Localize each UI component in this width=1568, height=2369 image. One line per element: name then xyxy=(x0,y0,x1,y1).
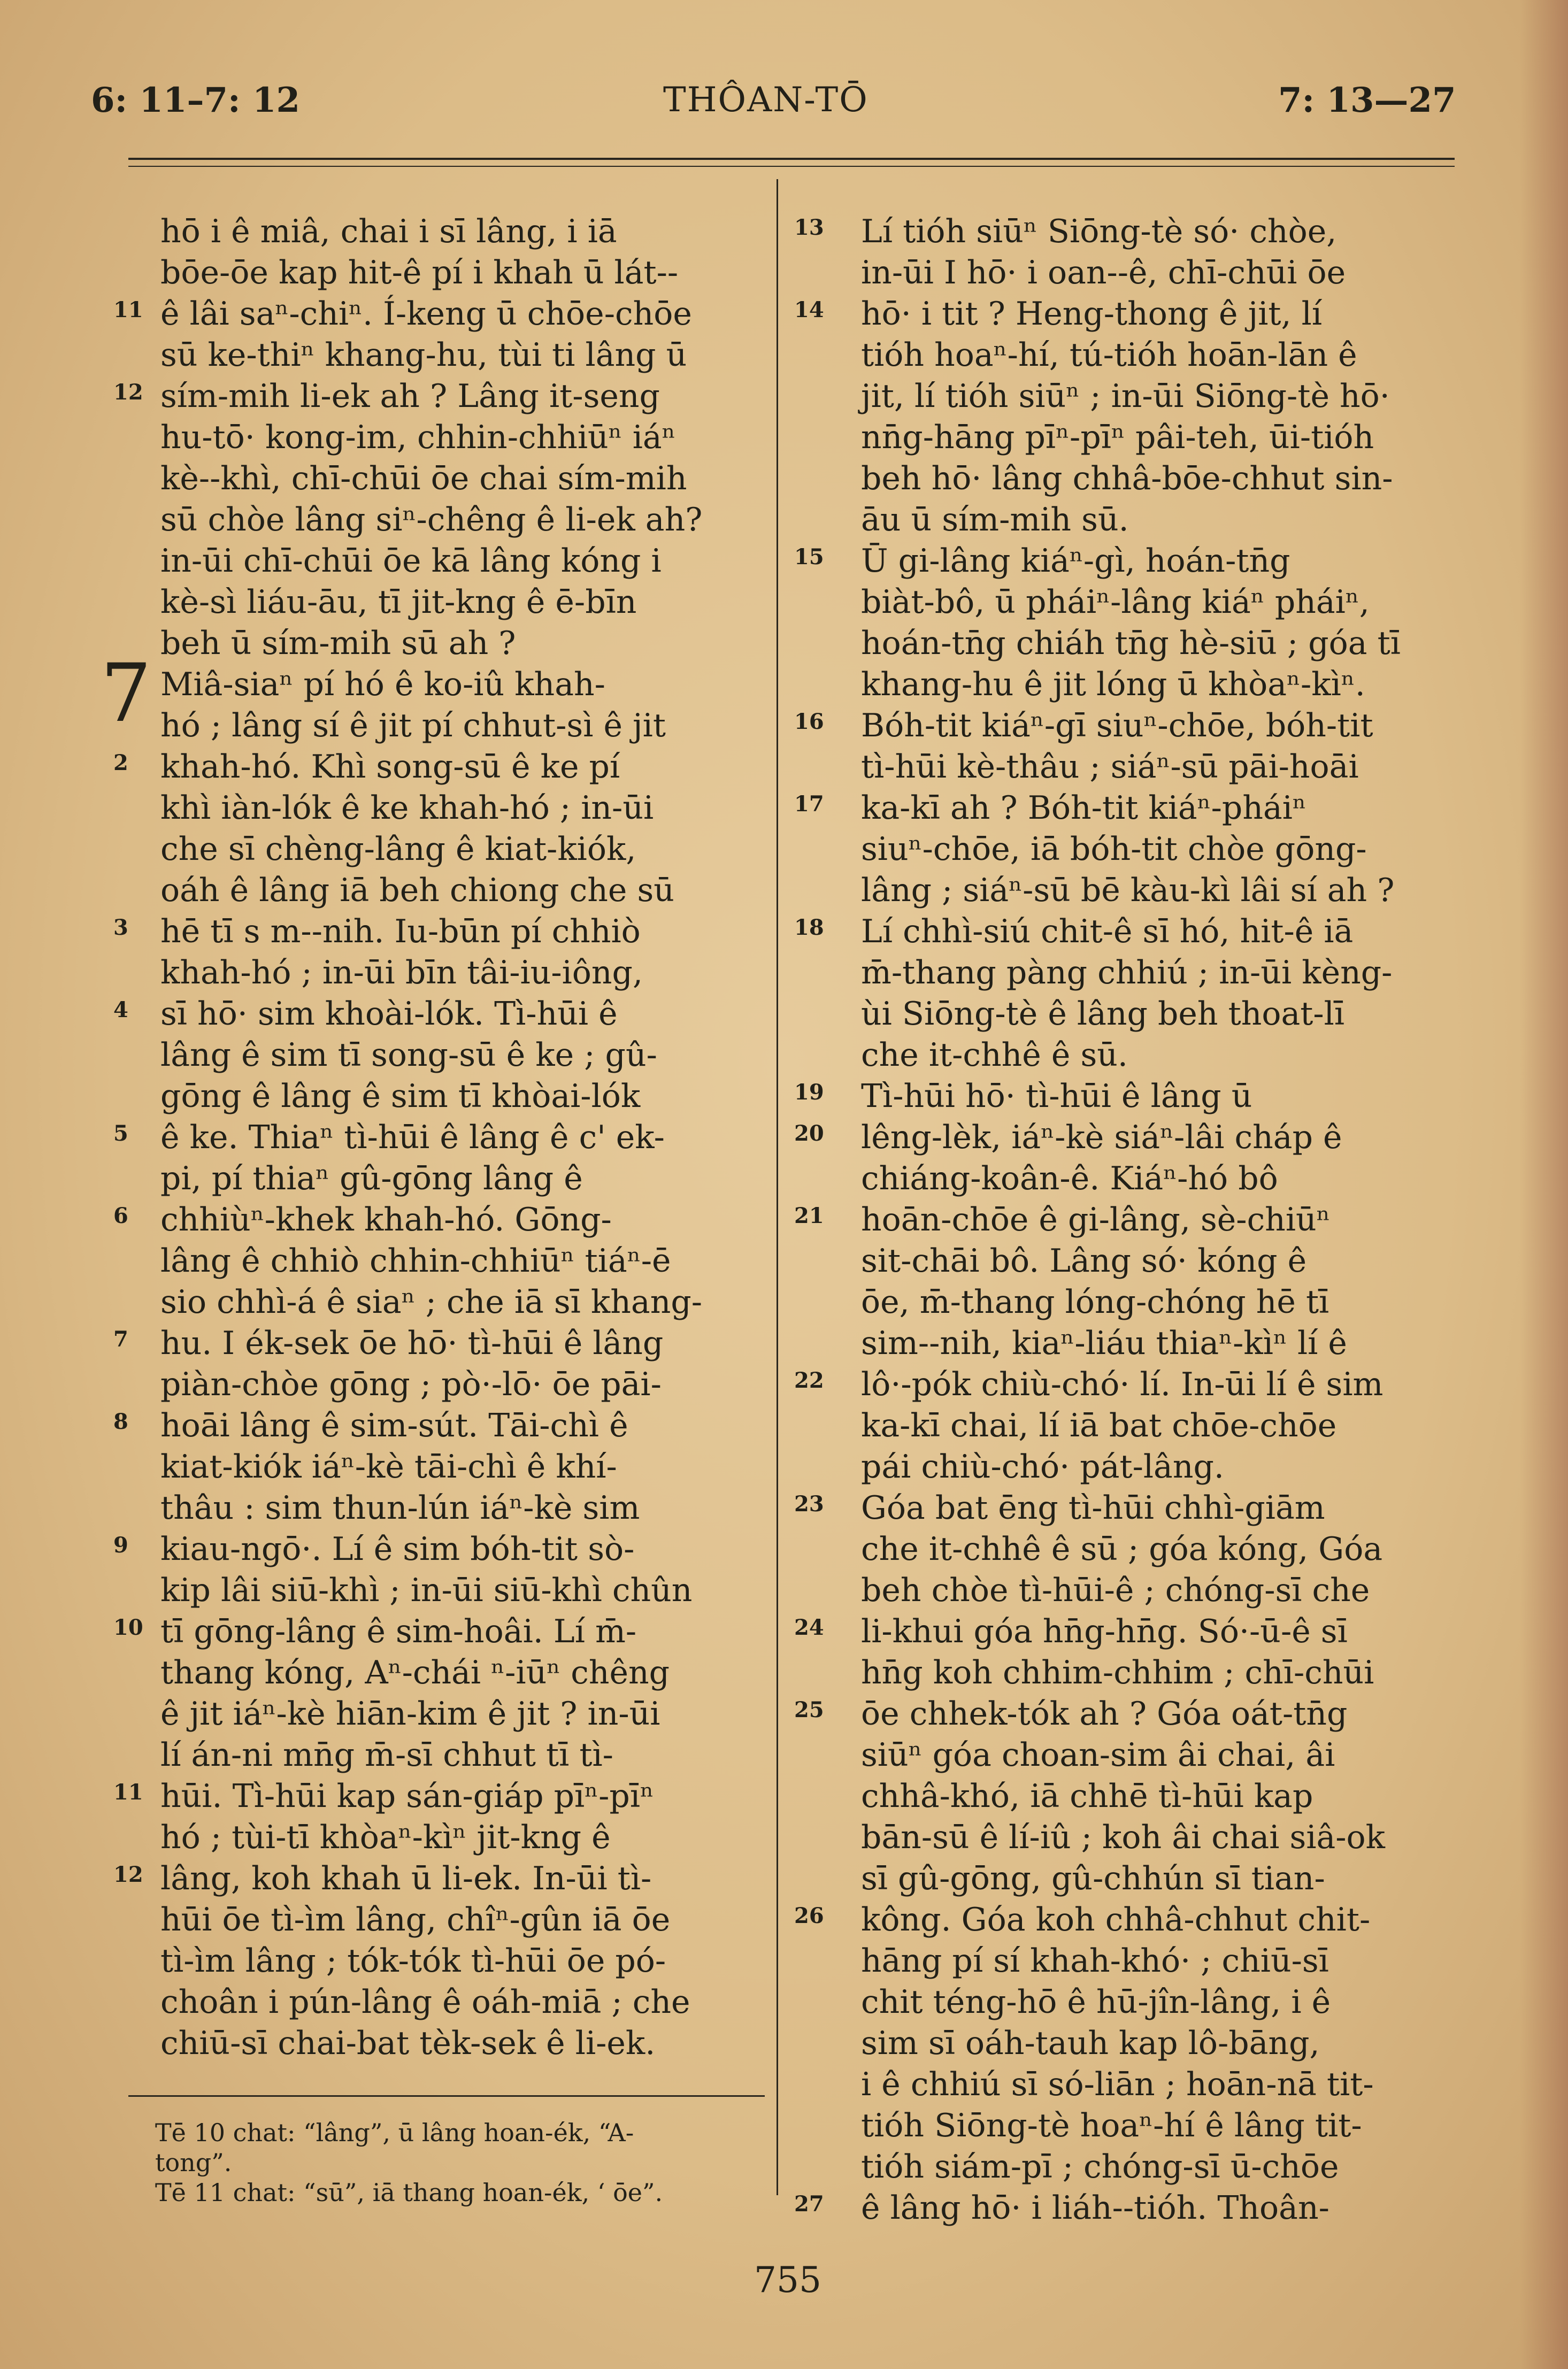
verse-text: che it-chhê ê sū ; góa kóng, Góa xyxy=(861,1530,1383,1568)
verse-text: oáh ê lâng iā beh chiong che sū xyxy=(160,872,674,909)
verse-text: kiat-kiók iáⁿ-kè tāi-chì ê khí- xyxy=(160,1448,617,1486)
verse-text: tì-hūi kè-thâu ; siáⁿ-sū pāi-hoāi xyxy=(861,748,1359,786)
text-line xyxy=(113,1776,759,1817)
verse-number: 3 xyxy=(113,915,128,940)
text-line xyxy=(113,294,759,335)
text-line xyxy=(160,211,759,252)
verse-text: sit-chāi bô. Lâng só· kóng ê xyxy=(861,1242,1307,1280)
verse-text: kè-sì liáu-āu, tī jit-kng ê ē-bīn xyxy=(160,583,637,621)
verse-text: lêng-lèk, iáⁿ-kè siáⁿ-lâi cháp ê xyxy=(861,1119,1342,1156)
verse-number: 7 xyxy=(113,1327,128,1352)
verse-text: lâng, koh khah ū li-ek. In-ūi tì- xyxy=(160,1860,652,1897)
verse-text: biàt-bô, ū pháiⁿ-lâng kiáⁿ pháiⁿ, xyxy=(861,583,1370,621)
text-line xyxy=(861,1405,1476,1447)
verse-text: Tì-hūi hō· tì-hūi ê lâng ū xyxy=(861,1078,1252,1115)
text-line xyxy=(160,1447,759,1488)
chapter-number: 7 xyxy=(101,647,152,740)
verse-text: sim--nih, kiaⁿ-liáu thiaⁿ-kìⁿ lí ê xyxy=(861,1325,1347,1362)
text-line xyxy=(160,335,759,376)
text-line xyxy=(794,2188,1476,2229)
verse-number: 26 xyxy=(794,1903,824,1928)
verse-text: bān-sū ê lí-iû ; koh âi chai siâ-ok xyxy=(861,1819,1386,1856)
text-line xyxy=(113,376,759,417)
text-line xyxy=(113,747,759,788)
verse-text: ōe chhek-tók ah ? Góa oát-tn̄g xyxy=(861,1695,1348,1733)
verse-text: hō· i tit ? Heng-thong ê jit, lí xyxy=(861,295,1323,333)
text-line xyxy=(861,335,1476,376)
header-rule-thick xyxy=(128,158,1455,160)
text-line xyxy=(113,1323,759,1364)
text-line xyxy=(861,1447,1476,1488)
verse-text: sī gû-gōng, gû-chhún sī tian- xyxy=(861,1860,1325,1897)
footnote-line: Tē 10 chat: “lâng”, ū lâng hoan-ék, “A- xyxy=(155,2118,634,2147)
text-line xyxy=(794,705,1476,747)
verse-text: sū ke-thiⁿ khang-hu, tùi ti lâng ū xyxy=(160,336,687,374)
text-line xyxy=(794,1694,1476,1735)
text-line xyxy=(160,1364,759,1405)
text-line xyxy=(160,623,759,664)
text-line xyxy=(861,664,1476,705)
verse-text: tì-ìm lâng ; tók-tók tì-hūi ōe pó- xyxy=(160,1942,666,1980)
text-line xyxy=(861,1158,1476,1199)
verse-number: 20 xyxy=(794,1121,824,1146)
text-line xyxy=(861,870,1476,911)
verse-text: hūi. Tì-hūi kap sán-giáp pīⁿ-pīⁿ xyxy=(160,1778,654,1815)
text-line xyxy=(160,952,759,994)
verse-text: in-ūi I hō· i oan--ê, chī-chūi ōe xyxy=(861,254,1346,291)
text-line xyxy=(160,1035,759,1076)
text-line xyxy=(861,1652,1476,1694)
verse-text: chhâ-khó, iā chhē tì-hūi kap xyxy=(861,1778,1313,1815)
text-line xyxy=(794,541,1476,582)
text-line xyxy=(861,582,1476,623)
verse-text: khah-hó. Khì song-sū ê ke pí xyxy=(160,748,620,786)
text-line xyxy=(861,1241,1476,1282)
text-line xyxy=(861,458,1476,499)
verse-text: i ê chhiú sī só-liān ; hoān-nā tit- xyxy=(861,2066,1374,2103)
verse-text: sū chòe lâng siⁿ-chêng ê li-ek ah? xyxy=(160,501,703,539)
verse-text: ê ke. Thiaⁿ tì-hūi ê lâng ê c' ek- xyxy=(160,1119,665,1156)
verse-text: ùi Siōng-tè ê lâng beh thoat-lī xyxy=(861,995,1345,1033)
text-line xyxy=(861,623,1476,664)
text-line xyxy=(160,1941,759,1982)
verse-text: kè--khì, chī-chūi ōe chai sím-mih xyxy=(160,460,687,497)
verse-number: 12 xyxy=(113,380,143,405)
text-line xyxy=(861,1817,1476,1858)
verse-number: 16 xyxy=(794,709,824,734)
text-line xyxy=(160,1282,759,1323)
text-line xyxy=(113,1529,759,1570)
verse-text: beh chòe tì-hūi-ê ; chóng-sī che xyxy=(861,1572,1370,1609)
text-line xyxy=(160,2023,759,2064)
header-rule-thin xyxy=(128,166,1455,167)
verse-text: pái chiù-chó· pát-lâng. xyxy=(861,1448,1224,1486)
text-line xyxy=(160,582,759,623)
verse-text: choân i pún-lâng ê oáh-miā ; che xyxy=(160,1983,690,2021)
text-line xyxy=(861,1941,1476,1982)
text-line xyxy=(160,829,759,870)
verse-text: tióh Siōng-tè hoaⁿ-hí ê lâng tit- xyxy=(861,2107,1362,2144)
verse-number: 17 xyxy=(794,791,824,817)
text-line xyxy=(160,1076,759,1117)
verse-text: sim sī oáh-tauh kap lô-bāng, xyxy=(861,2025,1320,2062)
text-line xyxy=(861,499,1476,541)
verse-text: chiū-sī chai-bat tèk-sek ê li-ek. xyxy=(160,2025,656,2062)
footnote-line: Tē 11 chat: “sū”, iā thang hoan-ék, ‘ ōe”. xyxy=(155,2178,663,2207)
verse-number: 24 xyxy=(794,1615,824,1640)
verse-number: 6 xyxy=(113,1203,128,1228)
text-line xyxy=(861,2105,1476,2147)
text-line xyxy=(113,1858,759,1899)
verse-text: Lí tióh siūⁿ Siōng-tè só· chòe, xyxy=(861,213,1337,250)
verse-number: 11 xyxy=(113,1780,143,1805)
verse-number: 4 xyxy=(113,997,128,1022)
verse-text: che it-chhê ê sū. xyxy=(861,1036,1128,1074)
verse-text: lí án-ni mn̄g m̄-sī chhut tī tì- xyxy=(160,1736,613,1774)
verse-text: beh hō· lâng chhâ-bōe-chhut sin- xyxy=(861,460,1393,497)
text-line xyxy=(794,911,1476,952)
verse-text: ê lâi saⁿ-chiⁿ. Í-keng ū chōe-chōe xyxy=(160,295,692,333)
text-line xyxy=(160,870,759,911)
verse-text: khì iàn-lók ê ke khah-hó ; in-ūi xyxy=(160,789,654,827)
verse-text: hūi ōe tì-ìm lâng, chîⁿ-gûn iā ōe xyxy=(160,1901,671,1939)
text-line xyxy=(160,1488,759,1529)
text-line xyxy=(160,541,759,582)
verse-text: ka-kī ah ? Bóh-tit kiáⁿ-pháiⁿ xyxy=(861,789,1306,827)
verse-number: 22 xyxy=(794,1368,824,1393)
text-line xyxy=(794,1899,1476,1941)
verse-text: siuⁿ-chōe, iā bóh-tit chòe gōng- xyxy=(861,830,1367,868)
verse-text: khang-hu ê jit lóng ū khòaⁿ-kìⁿ. xyxy=(861,666,1365,703)
verse-text: hó ; tùi-tī khòaⁿ-kìⁿ jit-kng ê xyxy=(160,1819,611,1856)
text-line xyxy=(861,1529,1476,1570)
text-line xyxy=(160,1982,759,2023)
text-line xyxy=(794,1117,1476,1158)
text-line xyxy=(160,252,759,294)
verse-text: lâng ê sim tī song-sū ê ke ; gû- xyxy=(160,1036,657,1074)
verse-text: che sī chèng-lâng ê kiat-kiók, xyxy=(160,830,636,868)
text-line xyxy=(861,994,1476,1035)
text-line xyxy=(861,829,1476,870)
verse-number: 8 xyxy=(113,1409,128,1434)
text-line xyxy=(160,1899,759,1941)
text-line xyxy=(160,417,759,458)
text-line xyxy=(861,376,1476,417)
text-line xyxy=(160,499,759,541)
verse-text: bōe-ōe kap hit-ê pí i khah ū lát-- xyxy=(160,254,679,291)
verse-text: hu-tō· kong-im, chhin-chhiūⁿ iáⁿ xyxy=(160,419,676,456)
text-line xyxy=(861,1982,1476,2023)
header-right-reference: 7: 13—27 xyxy=(1278,80,1456,120)
verse-number: 14 xyxy=(794,297,824,322)
text-line xyxy=(160,1652,759,1694)
verse-text: tióh siám-pī ; chóng-sī ū-chōe xyxy=(861,2148,1339,2186)
verse-text: piàn-chòe gōng ; pò·-lō· ōe pāi- xyxy=(160,1366,662,1403)
verse-text: nn̄g-hāng pīⁿ-pīⁿ pâi-teh, ūi-tióh xyxy=(861,419,1374,456)
verse-text: ka-kī chai, lí iā bat chōe-chōe xyxy=(861,1407,1337,1444)
verse-number: 5 xyxy=(113,1121,128,1146)
text-line xyxy=(160,1694,759,1735)
footnote-rule xyxy=(128,2095,765,2097)
verse-text: thâu : sim thun-lún iáⁿ-kè sim xyxy=(160,1489,640,1527)
running-header xyxy=(0,75,1568,128)
verse-text: thang kóng, Aⁿ-chái ⁿ-iūⁿ chêng xyxy=(160,1654,670,1691)
verse-text: in-ūi chī-chūi ōe kā lâng kóng i xyxy=(160,542,662,580)
text-line xyxy=(160,1735,759,1776)
text-line xyxy=(794,788,1476,829)
text-line xyxy=(113,1117,759,1158)
verse-text: Lí chhì-siú chit-ê sī hó, hit-ê iā xyxy=(861,913,1354,950)
text-line xyxy=(861,1323,1476,1364)
verse-text: siūⁿ góa choan-sim âi chai, âi xyxy=(861,1736,1335,1774)
verse-text: āu ū sím-mih sū. xyxy=(861,501,1129,539)
text-line xyxy=(113,1405,759,1447)
verse-text: hó ; lâng sí ê jit pí chhut-sì ê jit xyxy=(160,707,666,744)
text-line xyxy=(794,1364,1476,1405)
verse-text: chhiùⁿ-khek khah-hó. Gōng- xyxy=(160,1201,612,1239)
verse-number: 23 xyxy=(794,1491,824,1517)
verse-text: hoān-chōe ê gi-lâng, sè-chiūⁿ xyxy=(861,1201,1331,1239)
text-line xyxy=(794,294,1476,335)
verse-text: beh ū sím-mih sū ah ? xyxy=(160,625,516,662)
text-line xyxy=(160,1570,759,1611)
verse-text: Miâ-siaⁿ pí hó ê ko-iû khah- xyxy=(160,666,605,703)
verse-text: jit, lí tióh siūⁿ ; in-ūi Siōng-tè hō· xyxy=(861,378,1390,415)
text-line xyxy=(113,1611,759,1652)
verse-number: 13 xyxy=(794,215,824,240)
text-line xyxy=(861,1570,1476,1611)
verse-text: ōe, m̄-thang lóng-chóng hē tī xyxy=(861,1283,1329,1321)
text-line xyxy=(113,911,759,952)
text-line xyxy=(861,417,1476,458)
text-line xyxy=(113,994,759,1035)
verse-text: lô·-pók chiù-chó· lí. In-ūi lí ê sim xyxy=(861,1366,1383,1403)
verse-number: 9 xyxy=(113,1533,128,1558)
verse-text: kiau-ngō·. Lí ê sim bóh-tit sò- xyxy=(160,1530,635,1568)
verse-text: lâng ; siáⁿ-sū bē kàu-kì lâi sí ah ? xyxy=(861,872,1395,909)
verse-number: 12 xyxy=(113,1862,143,1887)
text-line xyxy=(861,2023,1476,2064)
text-line xyxy=(861,1035,1476,1076)
text-line xyxy=(160,1158,759,1199)
verse-number: 15 xyxy=(794,544,824,570)
left-text-column xyxy=(101,211,759,2064)
text-line xyxy=(861,1735,1476,1776)
text-line xyxy=(160,1241,759,1282)
verse-text: hoāi lâng ê sim-sút. Tāi-chì ê xyxy=(160,1407,628,1444)
verse-text: li-khui góa hn̄g-hn̄g. Só·-ū-ê sī xyxy=(861,1613,1348,1650)
verse-number: 2 xyxy=(113,750,128,775)
verse-text: sím-mih li-ek ah ? Lâng it-seng xyxy=(160,378,660,415)
verse-number: 11 xyxy=(113,297,143,322)
verse-text: ê jit iáⁿ-kè hiān-kim ê jit ? in-ūi xyxy=(160,1695,660,1733)
verse-text: kip lâi siū-khì ; in-ūi siū-khì chûn xyxy=(160,1572,693,1609)
text-line xyxy=(861,1282,1476,1323)
verse-text: hn̄g koh chhim-chhim ; chī-chūi xyxy=(861,1654,1374,1691)
text-line xyxy=(160,1817,759,1858)
verse-text: gōng ê lâng ê sim tī khòai-lók xyxy=(160,1078,641,1115)
verse-text: chiáng-koân-ê. Kiáⁿ-hó bô xyxy=(861,1160,1278,1197)
text-line xyxy=(160,788,759,829)
text-line xyxy=(160,458,759,499)
verse-text: hāng pí sí khah-khó· ; chiū-sī xyxy=(861,1942,1329,1980)
text-line xyxy=(861,1776,1476,1817)
verse-text: kông. Góa koh chhâ-chhut chit- xyxy=(861,1901,1371,1939)
verse-text: chit téng-hō ê hū-jîn-lâng, i ê xyxy=(861,1983,1331,2021)
verse-text: Góa bat ēng tì-hūi chhì-giām xyxy=(861,1489,1325,1527)
page-edge-stain xyxy=(1520,0,1568,2369)
header-book-title: THÔAN-TŌ xyxy=(663,80,868,120)
text-line xyxy=(794,211,1476,252)
verse-text: Bóh-tit kiáⁿ-gī siuⁿ-chōe, bóh-tit xyxy=(861,707,1373,744)
verse-text: hoán-tn̄g chiáh tn̄g hè-siū ; góa tī xyxy=(861,625,1401,662)
text-line xyxy=(113,1199,759,1241)
verse-text: Ū gi-lâng kiáⁿ-gì, hoán-tn̄g xyxy=(861,542,1290,580)
verse-text: m̄-thang pàng chhiú ; in-ūi kèng- xyxy=(861,954,1393,991)
right-text-column xyxy=(794,211,1476,2229)
verse-text: pi, pí thiaⁿ gû-gōng lâng ê xyxy=(160,1160,583,1197)
text-line xyxy=(794,1488,1476,1529)
verse-text: hu. I ék-sek ōe hō· tì-hūi ê lâng xyxy=(160,1325,664,1362)
header-left-reference: 6: 11–7: 12 xyxy=(91,80,300,120)
verse-number: 19 xyxy=(794,1080,824,1105)
verse-text: tī gōng-lâng ê sim-hoâi. Lí m̄- xyxy=(160,1613,637,1650)
text-line xyxy=(861,747,1476,788)
verse-number: 25 xyxy=(794,1697,824,1722)
verse-text: sio chhì-á ê siaⁿ ; che iā sī khang- xyxy=(160,1283,703,1321)
verse-text: lâng ê chhiò chhin-chhiūⁿ tiáⁿ-ē xyxy=(160,1242,671,1280)
text-line xyxy=(861,952,1476,994)
text-line xyxy=(861,252,1476,294)
verse-number: 21 xyxy=(794,1203,824,1228)
verse-text: hō i ê miâ, chai i sī lâng, i iā xyxy=(160,213,617,250)
verse-number: 27 xyxy=(794,2191,824,2217)
text-line xyxy=(794,1076,1476,1117)
verse-text: sī hō· sim khoài-lók. Tì-hūi ê xyxy=(160,995,618,1033)
verse-text: tióh hoaⁿ-hí, tú-tióh hoān-lān ê xyxy=(861,336,1357,374)
verse-text: ê lâng hō· i liáh--tióh. Thoân- xyxy=(861,2189,1329,2227)
text-line xyxy=(861,2147,1476,2188)
verse-number: 18 xyxy=(794,915,824,940)
text-line xyxy=(160,705,759,747)
text-line xyxy=(861,2064,1476,2105)
verse-text: hē tī s m--nih. Iu-būn pí chhiò xyxy=(160,913,641,950)
page-number: 755 xyxy=(754,2259,821,2301)
column-divider xyxy=(777,179,778,2195)
text-line xyxy=(794,1199,1476,1241)
text-line xyxy=(794,1611,1476,1652)
verse-text: khah-hó ; in-ūi bīn tâi-iu-iông, xyxy=(160,954,643,991)
text-line xyxy=(861,1858,1476,1899)
footnote-line: tong”. xyxy=(155,2148,232,2177)
verse-number: 10 xyxy=(113,1615,143,1640)
